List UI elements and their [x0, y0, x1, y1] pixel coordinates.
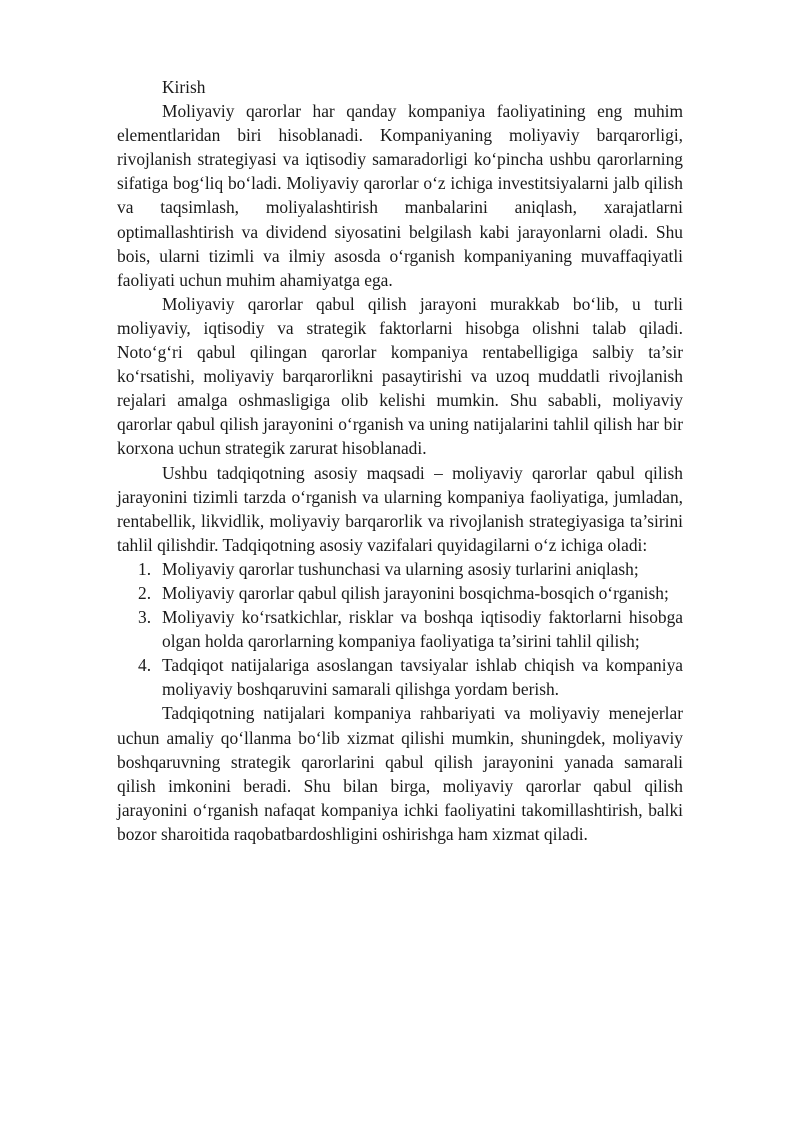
list-item-text: Tadqiqot natijalariga asoslangan tavsiyalar ishlab chiqish va kompaniya moliyaviy boshqaruvini samarali qilishga yordam berish.	[162, 655, 683, 700]
list-item-number: 2.	[138, 582, 152, 603]
list-item	[117, 605, 683, 653]
paragraph-closing: Tadqiqotning natijalari kompaniya rahbariyati va moliyaviy menejerlar uchun amaliy qo‘llanma bo‘lib xizmat qilishi mumkin, shuningdek, moliyaviy boshqaruvning strategik qarorlarini qabul qilish jarayonini yanada samarali qilish imkonini beradi. Shu bilan birga, moliyaviy qarorlar qabul qilish jarayonini o‘rganish nafaqat kompaniya ichki faoliyatini takomillashtirish, balki bozor sharoitida raqobatbardoshligini oshirishga ham xizmat qiladi.	[117, 703, 683, 844]
list-item-text: Moliyaviy qarorlar qabul qilish jarayonini bosqichma-bosqich o‘rganish;	[162, 582, 669, 603]
tasks-list	[117, 557, 683, 702]
paragraph-intro-1: Moliyaviy qarorlar har qanday kompaniya faoliyatining eng muhim elementlaridan biri hisoblanadi. Kompaniyaning moliyaviy barqarorligi, rivojlanish strategiyasi va iqtisodiy samaradorligi ko‘pincha ushbu qarorlarning sifatiga bog‘liq bo‘ladi. Moliyaviy qarorlar o‘z ichiga investitsiyalarni jalb qilish va taqsimlash, moliyalashtirish manbalarini aniqlash, xarajatlarni optimallashtirish va dividend siyosatini belgilash kabi jarayonlarni oladi. Shu bois, ularni tizimli va ilmiy asosda o‘rganish kompaniyaning muvaffaqiyatli faoliyati uchun muhim ahamiyatga ega.	[117, 101, 683, 290]
list-item-number: 1.	[138, 558, 152, 579]
list-item	[117, 581, 683, 605]
paragraph-intro-2: Moliyaviy qarorlar qabul qilish jarayoni murakkab bo‘lib, u turli moliyaviy, iqtisodiy va strategik faktorlarni hisobga olishni talab qiladi. Noto‘g‘ri qabul qilingan qarorlar kompaniya rentabelligiga salbiy ta’sir ko‘rsatishi, moliyaviy barqarorlikni pasaytirishi va uzoq muddatli rivojlanish rejalari amalga oshmasligiga olib kelishi mumkin. Shu sababli, moliyaviy qarorlar qabul qilish jarayonini o‘rganish va uning natijalarini tahlil qilish har bir korxona uchun strategik zarurat hisoblanadi.	[117, 293, 683, 459]
list-item	[117, 557, 683, 581]
list-item-number: 4.	[138, 655, 152, 676]
document-page	[117, 75, 683, 846]
list-item	[117, 653, 683, 701]
list-item-text: Moliyaviy qarorlar tushunchasi va ularning asosiy turlarini aniqlash;	[162, 558, 639, 579]
list-item-text: Moliyaviy ko‘rsatkichlar, risklar va boshqa iqtisodiy faktorlarni hisobga olgan holda qarorlarning kompaniya faoliyatiga ta’sirini tahlil qilish;	[162, 607, 683, 652]
paragraph-intro-3: Ushbu tadqiqotning asosiy maqsadi – moliyaviy qarorlar qabul qilish jarayonini tizimli tarzda o‘rganish va ularning kompaniya faoliyatiga, jumladan, rentabellik, likvidlik, moliyaviy barqarorlik va rivojlanish strategiyasiga ta’sirini tahlil qilishdir. Tadqiqotning asosiy vazifalari quyidagilarni o‘z ichiga oladi:	[117, 462, 683, 555]
list-item-number: 3.	[138, 607, 152, 628]
section-heading: Kirish	[162, 77, 206, 97]
